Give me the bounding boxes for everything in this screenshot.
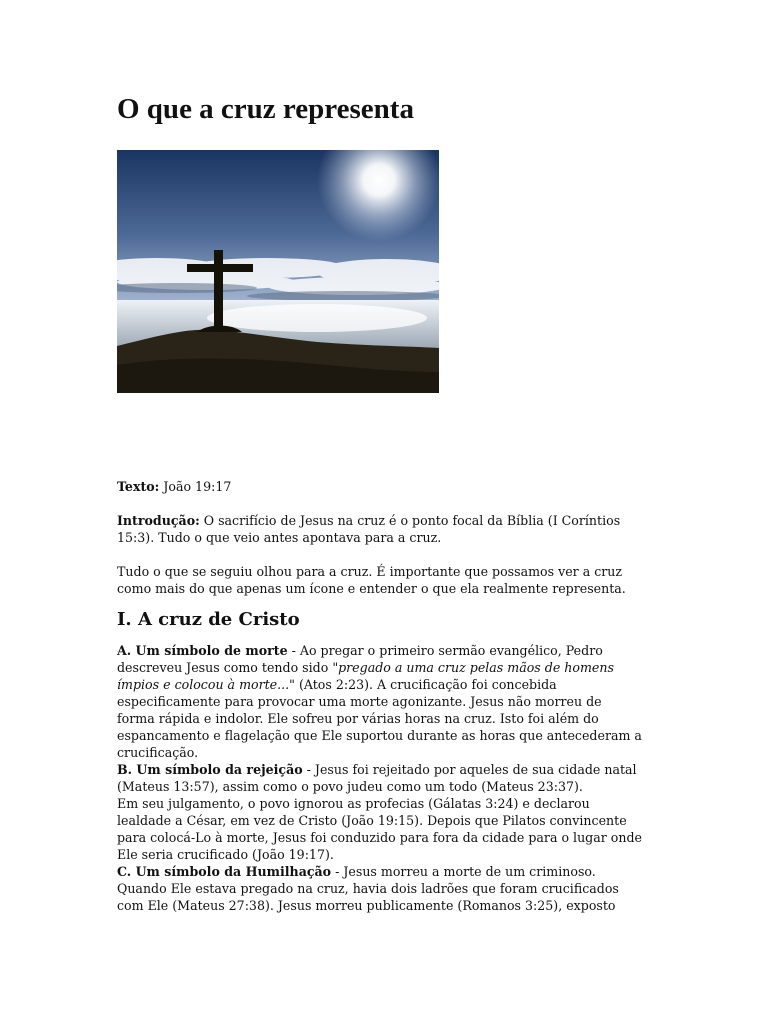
point-a-line-5: forma rápida e indolor. Ele sofreu por várias horas na cruz. Isto foi além do	[117, 711, 599, 726]
point-b-label: B. Um símbolo da rejeição	[117, 762, 303, 777]
point-a-line-2: descreveu Jesus como tendo sido	[117, 660, 333, 675]
texto-label: Texto:	[117, 479, 160, 494]
intro-line-2: 15:3). Tudo o que veio antes apontava para a cruz.	[117, 530, 442, 545]
point-c-line-3: com Ele (Mateus 27:38). Jesus morreu publicamente (Romanos 3:25), exposto	[117, 898, 616, 913]
texto-value: João 19:17	[159, 479, 232, 494]
cross-photo	[117, 150, 439, 393]
section-heading: I. A cruz de Cristo	[117, 609, 300, 630]
paragraph-2	[117, 563, 657, 597]
point-b-line-4: lealdade a César, em vez de Cristo (João 19:15). Depois que Pilatos convincente	[117, 813, 627, 828]
point-c	[117, 863, 657, 914]
point-a-line-4: especificamente para provocar uma morte agonizante. Jesus não morreu de	[117, 694, 602, 709]
intro-line-1: O sacrifício de Jesus na cruz é o ponto focal da Bíblia (I Coríntios	[199, 513, 621, 528]
document-body	[117, 478, 657, 914]
point-c-line-1: - Jesus morreu a morte de um criminoso.	[331, 864, 596, 879]
point-c-label: C. Um símbolo da Humilhação	[117, 864, 332, 879]
intro-label: Introdução:	[117, 513, 200, 528]
point-a-line-3: (Atos 2:23). A crucificação foi concebida	[294, 677, 557, 692]
point-c-line-2: Quando Ele estava pregado na cruz, havia dois ladrões que foram crucificados	[117, 881, 619, 896]
point-a	[117, 642, 657, 761]
paragraph-2-line-2: como mais do que apenas um ícone e entender o que ela realmente representa.	[117, 581, 626, 596]
point-a-quote-2: ímpios e colocou à morte..."	[117, 677, 295, 692]
point-b-line-6: Ele seria crucificado (João 19:17).	[117, 847, 334, 862]
point-b-line-3: Em seu julgamento, o povo ignorou as profecias (Gálatas 3:24) e declarou	[117, 796, 590, 811]
point-a-label: A. Um símbolo de morte	[117, 643, 288, 658]
point-a-line-6: espancamento e flagelação que Ele suportou durante as horas que antecederam a	[117, 728, 642, 743]
point-a-line-7: crucificação.	[117, 745, 199, 760]
point-a-quote-1: "pregado a uma cruz pelas mãos de homens	[332, 660, 614, 675]
point-a-line-1: - Ao pregar o primeiro sermão evangélico, Pedro	[287, 643, 603, 658]
paragraph-2-line-1: Tudo o que se seguiu olhou para a cruz. É importante que possamos ver a cruz	[117, 564, 623, 579]
point-b-line-5: para colocá-Lo à morte, Jesus foi conduzido para fora da cidade para o lugar onde	[117, 830, 642, 845]
point-b	[117, 761, 657, 863]
page-title: O que a cruz representa	[117, 93, 414, 125]
texto-line	[117, 478, 657, 495]
intro-paragraph	[117, 512, 657, 546]
point-b-line-2: (Mateus 13:57), assim como o povo judeu como um todo (Mateus 23:37).	[117, 779, 583, 794]
point-b-line-1: - Jesus foi rejeitado por aqueles de sua cidade natal	[302, 762, 637, 777]
